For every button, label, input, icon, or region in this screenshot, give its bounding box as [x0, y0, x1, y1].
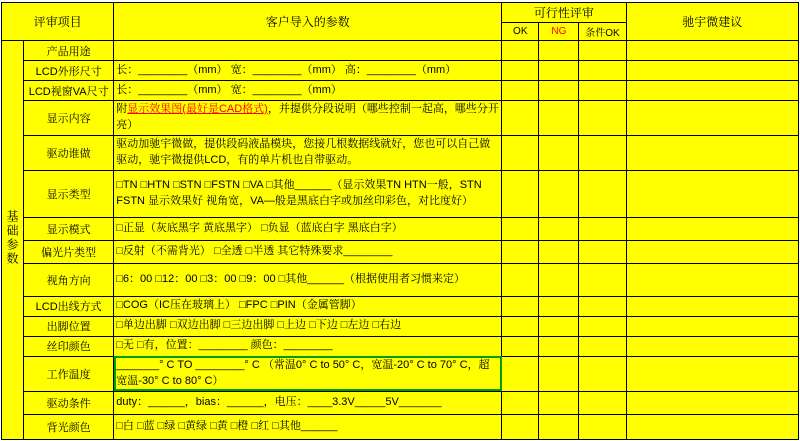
table-row [2, 81, 799, 101]
row-item-label: LCD视窗VA尺寸 [24, 81, 114, 101]
cell-suggestion[interactable] [626, 61, 798, 81]
cell-suggestion[interactable] [626, 240, 798, 263]
table-row [2, 316, 799, 336]
cell-ok[interactable] [502, 263, 539, 296]
cell-suggestion[interactable] [626, 101, 798, 136]
cell-suggestion[interactable] [626, 296, 798, 316]
cell-ng[interactable] [539, 414, 579, 439]
header-cond-ok: 条件OK [579, 23, 626, 41]
row-params-value[interactable]: duty：______，bias：______，电压：____3.3V_____5V_______ [114, 391, 502, 414]
cell-cond-ok[interactable] [579, 61, 626, 81]
cell-suggestion[interactable] [626, 316, 798, 336]
cell-cond-ok[interactable] [579, 170, 626, 217]
header-row-main [2, 3, 799, 23]
cell-ng[interactable] [539, 296, 579, 316]
cell-ng[interactable] [539, 356, 579, 391]
cell-cond-ok[interactable] [579, 391, 626, 414]
table-row-selected [2, 356, 799, 391]
row-params-value[interactable]: □6：00 □12：00 □3：00 □9：00 □其他______（根据使用者习惯来定） [114, 263, 502, 296]
cell-ok[interactable] [502, 336, 539, 356]
row-params-value[interactable]: □正显（灰底黑字 黄底黑字） □负显（蓝底白字 黑底白字） [114, 217, 502, 240]
cell-suggestion[interactable] [626, 414, 798, 439]
cell-cond-ok[interactable] [579, 356, 626, 391]
cell-ng[interactable] [539, 61, 579, 81]
row-params-value[interactable]: 长：________（mm） 宽：________（mm） 高：________（mm） [114, 61, 502, 81]
row-item-label: 工作温度 [24, 356, 114, 391]
cell-cond-ok[interactable] [579, 316, 626, 336]
cell-ok[interactable] [502, 81, 539, 101]
cell-ng[interactable] [539, 41, 579, 61]
cell-ok[interactable] [502, 414, 539, 439]
cell-suggestion[interactable] [626, 217, 798, 240]
cell-ok[interactable] [502, 296, 539, 316]
cell-cond-ok[interactable] [579, 101, 626, 136]
cell-ng[interactable] [539, 336, 579, 356]
row-params-value[interactable]: □COG（IC压在玻璃上） □FPC □PIN（金属管脚） [114, 296, 502, 316]
row-params-value[interactable]: 长：________（mm） 宽：________（mm） [114, 81, 502, 101]
cell-suggestion[interactable] [626, 170, 798, 217]
row-item-label: 视角方向 [24, 263, 114, 296]
cell-suggestion[interactable] [626, 391, 798, 414]
cell-ng[interactable] [539, 135, 579, 170]
row-item-label: LCD出线方式 [24, 296, 114, 316]
row-params-value[interactable] [114, 41, 502, 61]
cell-suggestion[interactable] [626, 356, 798, 391]
review-sheet [1, 2, 799, 440]
cell-ok[interactable] [502, 61, 539, 81]
cell-cond-ok[interactable] [579, 41, 626, 61]
header-ok: OK [502, 23, 539, 41]
table-row [2, 135, 799, 170]
cell-ng[interactable] [539, 170, 579, 217]
cell-ng[interactable] [539, 81, 579, 101]
row-item-label: 驱动谁做 [24, 135, 114, 170]
row-params-value[interactable]: _______° C TO ________° C （常温0° C to 50° C，宽温-20° C to 70° C，超宽温-30° C to 80° C） [114, 356, 502, 391]
header-feasibility: 可行性评审 [502, 3, 626, 23]
cell-suggestion[interactable] [626, 263, 798, 296]
header-item: 评审项目 [2, 3, 114, 41]
cell-cond-ok[interactable] [579, 240, 626, 263]
params-prefix: 附 [116, 103, 128, 115]
section-label-basic-params: 基础参数 [2, 41, 24, 440]
row-item-label: 背光颜色 [24, 414, 114, 439]
cell-ng[interactable] [539, 391, 579, 414]
cell-cond-ok[interactable] [579, 336, 626, 356]
row-item-label: 丝印颜色 [24, 336, 114, 356]
header-params: 客户导入的参数 [114, 3, 502, 41]
cell-ok[interactable] [502, 356, 539, 391]
row-item-label: 出脚位置 [24, 316, 114, 336]
cell-ng[interactable] [539, 263, 579, 296]
table-row [2, 217, 799, 240]
table-row [2, 240, 799, 263]
cell-suggestion[interactable] [626, 336, 798, 356]
table-row [2, 336, 799, 356]
cell-suggestion[interactable] [626, 41, 798, 61]
row-item-label: 显示内容 [24, 101, 114, 136]
cell-ng[interactable] [539, 217, 579, 240]
params-highlight-text: 显示效果图(最好是CAD格式) [127, 103, 268, 115]
row-item-label: LCD外形尺寸 [24, 61, 114, 81]
cell-ok[interactable] [502, 170, 539, 217]
table-row [2, 61, 799, 81]
row-item-label: 偏光片类型 [24, 240, 114, 263]
cell-cond-ok[interactable] [579, 296, 626, 316]
cell-suggestion[interactable] [626, 81, 798, 101]
table-row [2, 296, 799, 316]
row-params-value[interactable] [114, 101, 502, 136]
row-params-value[interactable]: □单边出脚 □双边出脚 □三边出脚 □上边 □下边 □左边 □右边 [114, 316, 502, 336]
params-suffix: ，并提供分段说明（哪些控制一起高，哪些分开亮） [116, 103, 499, 131]
cell-ok[interactable] [502, 316, 539, 336]
row-item-label: 显示类型 [24, 170, 114, 217]
cell-suggestion[interactable] [626, 135, 798, 170]
row-params-value[interactable]: □白 □蓝 □绿 □黄绿 □黄 □橙 □红 □其他______ [114, 414, 502, 439]
row-item-label: 显示模式 [24, 217, 114, 240]
row-params-value[interactable]: □TN □HTN □STN □FSTN □VA □其他______（显示效果TN HTN一般，STN FSTN 显示效果好 视角宽，VA—般是黑底白字或加丝印彩色，对比度好） [114, 170, 502, 217]
cell-ok[interactable] [502, 217, 539, 240]
table-row [2, 170, 799, 217]
cell-ok[interactable] [502, 240, 539, 263]
row-params-value[interactable]: 驱动加驰宇微做，提供段码液晶模块，您接几根数据线就好，您也可以自己做驱动，驰宇微提供LCD，有的单片机也自带驱动。 [114, 135, 502, 170]
cell-ng[interactable] [539, 240, 579, 263]
cell-ok[interactable] [502, 101, 539, 136]
cell-cond-ok[interactable] [579, 263, 626, 296]
cell-cond-ok[interactable] [579, 135, 626, 170]
cell-cond-ok[interactable] [579, 414, 626, 439]
table-row [2, 414, 799, 439]
cell-ng[interactable] [539, 316, 579, 336]
row-params-value[interactable]: □反射（不需背光） □全透 □半透 其它特殊要求________ [114, 240, 502, 263]
header-ng: NG [539, 23, 579, 41]
row-item-label: 产品用途 [24, 41, 114, 61]
row-item-label: 驱动条件 [24, 391, 114, 414]
table-row [2, 101, 799, 136]
table-row [2, 391, 799, 414]
cell-ok[interactable] [502, 391, 539, 414]
row-params-value[interactable]: □无 □有，位置：________ 颜色：________ [114, 336, 502, 356]
cell-cond-ok[interactable] [579, 217, 626, 240]
table-row [2, 41, 799, 61]
cell-ng[interactable] [539, 101, 579, 136]
table-row [2, 263, 799, 296]
cell-ok[interactable] [502, 41, 539, 61]
cell-cond-ok[interactable] [579, 81, 626, 101]
cell-ok[interactable] [502, 135, 539, 170]
header-suggestion: 驰宇微建议 [626, 3, 798, 41]
